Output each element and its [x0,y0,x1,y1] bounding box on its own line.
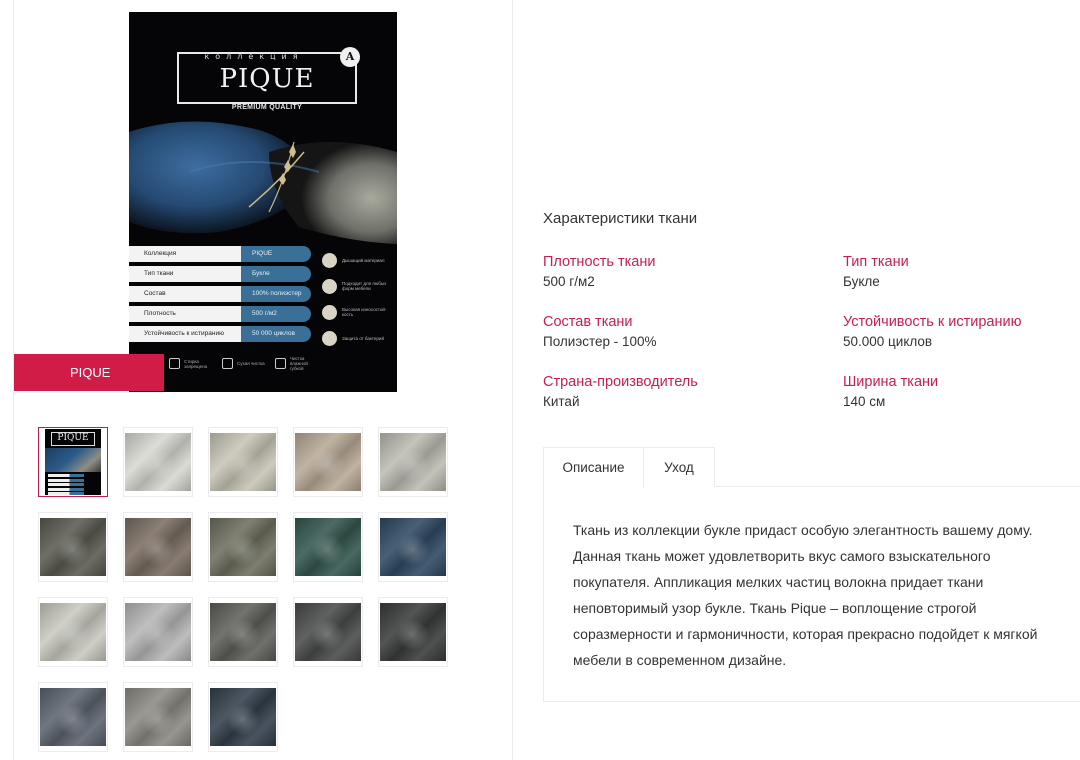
thumbnail[interactable] [293,512,363,582]
poster-spec-key: Коллекция [129,246,241,262]
durability-icon [322,305,337,320]
characteristic-value: 140 см [843,394,886,409]
feature-badge [322,300,394,324]
thumbnail-poster-title: PIQUE [57,433,89,443]
care-item-text: Чистка влажной губкой [290,356,308,371]
fabric-swatch-image [380,603,446,661]
thumbnail[interactable] [123,512,193,582]
poster-spec-row [129,326,314,342]
main-product-image[interactable] [129,12,397,392]
fabric-swatch-image [210,688,276,746]
feature-badge [322,274,394,298]
feature-badge-text: Подходит для любых форм мебели [342,281,387,291]
thumbnail-poster-image [45,429,101,495]
care-item [275,356,320,371]
thumbnail[interactable] [293,597,363,667]
characteristic-item [543,252,783,292]
characteristic-label: Ширина ткани [843,374,939,390]
care-item-text: Сухая чистка [237,361,265,366]
fabric-swatch-image [210,433,276,491]
thumbnail[interactable] [38,597,108,667]
thumbnail[interactable] [123,682,193,752]
care-item [222,356,267,371]
tab-description[interactable]: Описание [543,447,644,488]
care-item [169,356,214,371]
fabric-swatch-image [210,603,276,661]
tab-care[interactable]: Уход [643,447,715,487]
thumbnail[interactable] [123,597,193,667]
fabric-swatch-image [125,603,191,661]
fabric-swatch-image [125,518,191,576]
poster-spec-value: Букле [241,266,311,282]
thumbnail[interactable] [38,512,108,582]
thumbnail[interactable] [208,597,278,667]
thumbnail-poster-fabric [45,448,101,472]
poster-spec-key: Устойчивость к истиранию [129,326,241,342]
feature-badge [322,326,394,350]
thumbnail[interactable] [208,427,278,497]
fabric-swatch-image [40,688,106,746]
characteristic-value: 50.000 циклов [843,334,933,349]
poster-spec-row [129,306,314,322]
fabric-swatch-image [210,518,276,576]
description-text: Ткань из коллекции букле придаст особую элегантность вашему дому. Данная ткань может удовлетворить вкус самого взыскательного покупателя. Аппликация мелких частиц волокна придает ткани неповторимый узор букле. Ткань Pique – воплощение строгой соразмерности и гармоничности, которая прекрасно подойдет к мягкой мебели в современном дизайне. [573,522,1038,668]
thumbnail[interactable] [378,427,448,497]
characteristic-item [543,372,783,412]
characteristic-item [543,312,783,352]
poster-care-icons [169,356,389,371]
poster-spec-table [129,246,314,346]
characteristic-label: Плотность ткани [543,254,656,270]
characteristic-item [843,312,1080,352]
characteristic-label: Устойчивость к истиранию [843,314,1022,330]
characteristic-label: Страна-производитель [543,374,698,390]
poster-feature-badges [322,248,394,352]
column-divider [512,0,513,760]
thumbnail[interactable] [378,512,448,582]
fabric-swatch-image [40,518,106,576]
thumbnail[interactable] [38,682,108,752]
shield-icon [322,331,337,346]
poster-spec-value: 500 г/м2 [241,306,311,322]
sponge-icon [275,358,286,369]
feature-badge-text: Дышащий материал [342,257,385,263]
thumbnail[interactable] [208,512,278,582]
poster-title: PIQUE [219,64,315,94]
poster-spec-value: 100% полиэстер [241,286,311,302]
poster-spec-key: Плотность [129,306,241,322]
poster-spec-key: Состав [129,286,241,302]
thumbnail[interactable] [293,427,363,497]
thumbnail[interactable] [123,427,193,497]
fabric-swatch-image [380,433,446,491]
thumbnail-gallery [38,427,450,752]
feature-badge-text: Защита от бактерий [342,335,384,341]
characteristic-label: Состав ткани [543,314,633,330]
care-item-text: Стирка запрещена [184,358,208,369]
characteristics-heading: Характеристики ткани [543,210,698,227]
poster-fabric-photo [129,112,397,244]
feature-badge [322,248,394,272]
feature-badge-text: Высокая износостой-кость [342,307,387,317]
poster-spec-value: PIQUE [241,246,311,262]
characteristic-item [843,372,1080,412]
characteristic-value: Букле [843,274,880,289]
tabs-divider [714,486,1080,487]
poster-spec-row [129,286,314,302]
thumbnail[interactable] [38,427,108,497]
dry-clean-icon [222,358,233,369]
poster-spec-row [129,246,314,262]
characteristic-value: Китай [543,394,580,409]
no-wash-icon [169,358,180,369]
thumbnail-poster-rows [48,474,84,495]
poster-spec-key: Тип ткани [129,266,241,282]
fabric-swatch-image [380,518,446,576]
product-name-label: PIQUE [14,354,164,391]
sofa-icon [322,279,337,294]
fabric-swatch-image [295,433,361,491]
poster-collection-word: коллекция [204,52,304,61]
fabric-swatch-image [295,603,361,661]
characteristic-label: Тип ткани [843,254,909,270]
poster-spec-row [129,266,314,282]
leaf-icon [322,253,337,268]
poster-spec-value: 50 000 циклов [241,326,311,342]
fabric-swatch-image [295,518,361,576]
thumbnail[interactable] [208,682,278,752]
brand-logo-icon: A [340,47,360,67]
fabric-swatch-image [125,688,191,746]
characteristic-item [843,252,1080,292]
poster-quality: PREMIUM QUALITY [231,104,303,111]
fabric-swatch-image [40,603,106,661]
fabric-swatch-image [125,433,191,491]
characteristic-value: Полиэстер - 100% [543,334,657,349]
characteristic-value: 500 г/м2 [543,274,595,289]
thumbnail[interactable] [378,597,448,667]
